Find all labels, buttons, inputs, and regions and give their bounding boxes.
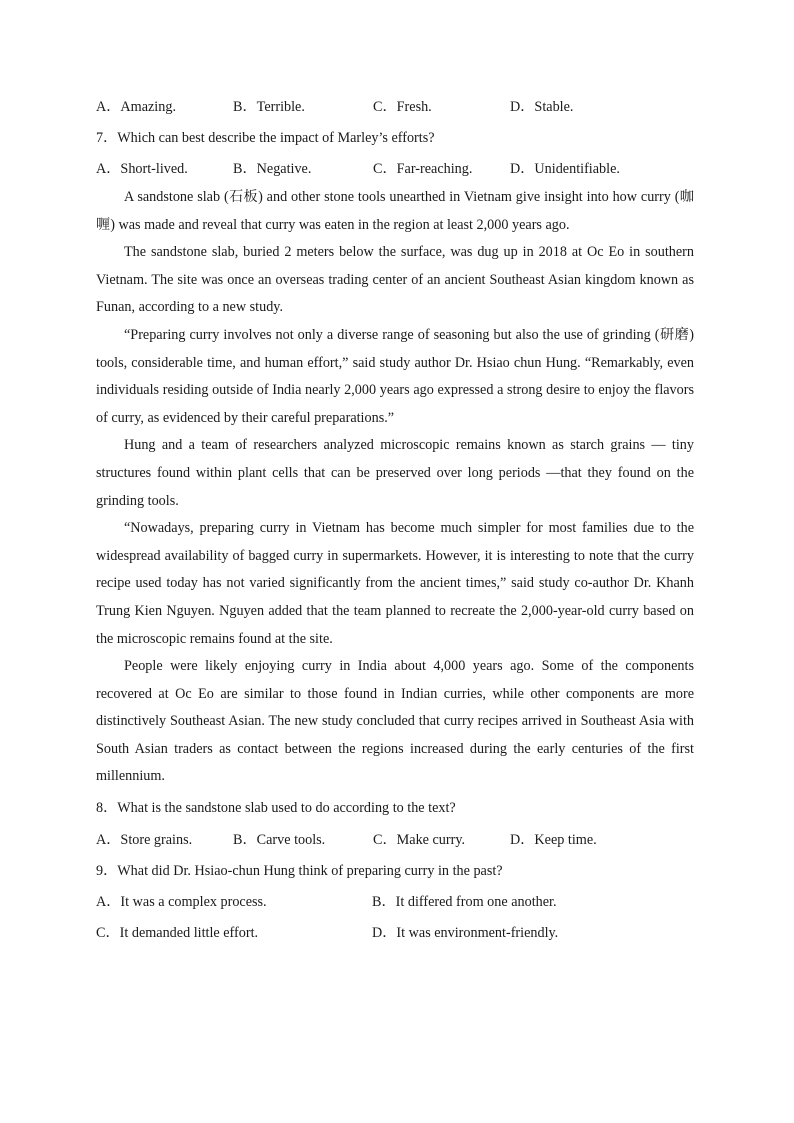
passage-paragraph-6: People were likely enjoying curry in India about 4,000 years ago. Some of the components recovered at Oc Eo are similar to those found in Indian curries, while other components are more distinctively Southeast Asian. The new study concluded that curry recipes arrived in Southeast Asia with South Asian traders as contact between the regions increased during the early centuries of the first millennium. [96, 658, 694, 785]
q7-option-c: C．Far-reaching. [373, 161, 473, 177]
q6-option-a: A．Amazing. [96, 99, 176, 115]
q9-options-row-1 [96, 891, 696, 913]
passage-paragraph-2: The sandstone slab, buried 2 meters below the surface, was dug up in 2018 at Oc Eo in southern Vietnam. The site was once an overseas trading center of an ancient Southeast Asian kingdom known as Funan, according to a new study. [96, 244, 694, 316]
q6-options-row [96, 96, 696, 118]
q7-option-a: A．Short-lived. [96, 161, 188, 177]
q6-option-c: C．Fresh. [373, 99, 432, 115]
q9-option-d: D．It was environment-friendly. [372, 925, 559, 942]
q8-option-d: D．Keep time. [510, 832, 597, 849]
q9-stem-row [96, 860, 696, 882]
question-7-stem: 7．Which can best describe the impact of Marley’s efforts? [96, 130, 435, 146]
q8-options-row [96, 829, 696, 851]
q9-option-b: B．It differed from one another. [372, 894, 557, 911]
passage-paragraph-3: “Preparing curry involves not only a diverse range of seasoning but also the use of grinding (研磨) tools, considerable time, and human effort,” said study author Dr. Hsiao chun Hung. “Remarkably, even individuals residing outside of India nearly 2,000 years ago expressed a strong desire to enjoy the flavors of curry, as evidenced by their careful preparations.” [96, 326, 694, 426]
q7-stem-row [96, 127, 696, 149]
q9-option-a: A．It was a complex process. [96, 894, 267, 911]
q7-option-b: B．Negative. [233, 161, 312, 177]
q8-stem-row [96, 797, 696, 819]
q6-option-d: D．Stable. [510, 99, 574, 115]
q7-options-row [96, 158, 696, 180]
passage-paragraph-5: “Nowadays, preparing curry in Vietnam has become much simpler for most families due to the widespread availability of bagged curry in supermarkets. However, it is interesting to note that the curry recipe used today has not varied significantly from the ancient times,” said study co-author Dr. Khanh Trung Kien Nguyen. Nguyen added that the team planned to recreate the 2,000-year-old curry based on the microscopic remains found at the site. [96, 520, 694, 647]
q8-option-a: A．Store grains. [96, 832, 193, 849]
q9-options-row-2 [96, 922, 696, 944]
passage-paragraph-4: Hung and a team of researchers analyzed microscopic remains known as starch grains — tiny structures found within plant cells that can be preserved over long periods —that they found on the grinding tools. [96, 437, 694, 509]
passage-paragraph-1: A sandstone slab (石板) and other stone tools unearthed in Vietnam give insight into how curry (咖喱) was made and reveal that curry was eaten in the region at least 2,000 years ago. [96, 189, 694, 233]
q8-option-c: C．Make curry. [373, 832, 466, 849]
exam-page [96, 96, 696, 944]
question-8-stem: 8．What is the sandstone slab used to do according to the text? [96, 800, 456, 817]
question-9-stem: 9．What did Dr. Hsiao-chun Hung think of preparing curry in the past? [96, 863, 503, 880]
q7-option-d: D．Unidentifiable. [510, 161, 620, 177]
q8-option-b: B．Carve tools. [233, 832, 326, 849]
q6-option-b: B．Terrible. [233, 99, 305, 115]
q9-option-c: C．It demanded little effort. [96, 925, 259, 942]
